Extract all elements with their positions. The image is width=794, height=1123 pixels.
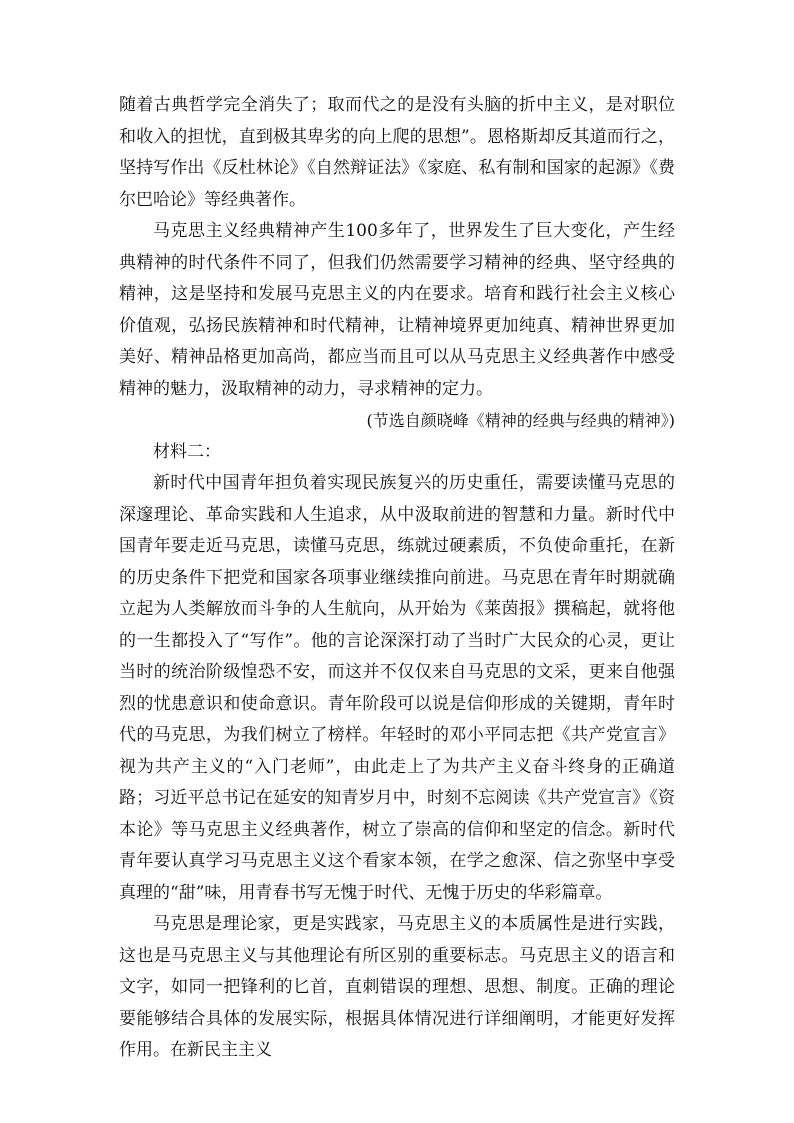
document-page [119, 90, 675, 1067]
source-citation: (节选自颜晓峰《精神的经典与经典的精神》) [366, 411, 675, 430]
material-label: 材料二： [153, 441, 221, 462]
body-paragraph: 马克思是理论家，更是实践家，马克思主义的本质属性是进行实践，这也是马克思主义与其他理论有所区别的重要标志。马克思主义的语言和文字，如同一把锋利的匕首，直刺错误的理想、思想、制度。正确的理论要能够结合具体的发展实际，根据具体情况进行详细阐明，才能更好发挥作用。在新民主主义 [119, 914, 675, 1060]
body-paragraph: 马克思主义经典精神产生100多年了，世界发生了巨大变化，产生经典精神的时代条件不同了，但我们仍然需要学习精神的经典、坚守经典的精神，这是坚持和发展马克思主义的内在要求。培育和践行社会主义核心价值观，弘扬民族精神和时代精神，让精神境界更加纯真、精神世界更加美好、精神品格更加高尚，都应当而且可以从马克思主义经典著作中感受精神的魅力，汲取精神的动力，寻求精神的定力。 [119, 221, 675, 399]
body-paragraph: 随着古典哲学完全消失了；取而代之的是没有头脑的折中主义，是对职位和收入的担忧，直到极其卑劣的向上爬的思想”。恩格斯却反其道而行之，坚持写作出《反杜林论》《自然辩证法》《家庭、私有制和国家的起源》《费尔巴哈论》等经典著作。 [119, 95, 675, 210]
body-paragraph: 新时代中国青年担负着实现民族复兴的历史重任，需要读懂马克思的深邃理论、革命实践和人生追求，从中汲取前进的智慧和力量。新时代中国青年要走近马克思，读懂马克思，练就过硬素质，不负使命重托，在新的历史条件下把党和国家各项事业继续推向前进。马克思在青年时期就确立起为人类解放而斗争的人生航向，从开始为《莱茵报》撰稿起，就将他的一生都投入了“写作”。他的言论深深打动了当时广大民众的心灵，更让当时的统治阶级惶恐不安，而这并不仅仅来自马克思的文采，更来自他强烈的忧患意识和使命意识。青年阶段可以说是信仰形成的关键期，青年时代的马克思，为我们树立了榜样。年轻时的邓小平同志把《共产党宣言》视为共产主义的“入门老师”，由此走上了为共产主义奋斗终身的正确道路；习近平总书记在延安的知青岁月中，时刻不忘阅读《共产党宣言》《资本论》等马克思主义经典著作，树立了崇高的信仰和坚定的信念。新时代青年要认真学习马克思主义这个看家本领，在学之愈深、信之弥坚中享受真理的“甜”味，用青春书写无愧于时代、无愧于历史的华彩篇章。 [119, 473, 675, 903]
